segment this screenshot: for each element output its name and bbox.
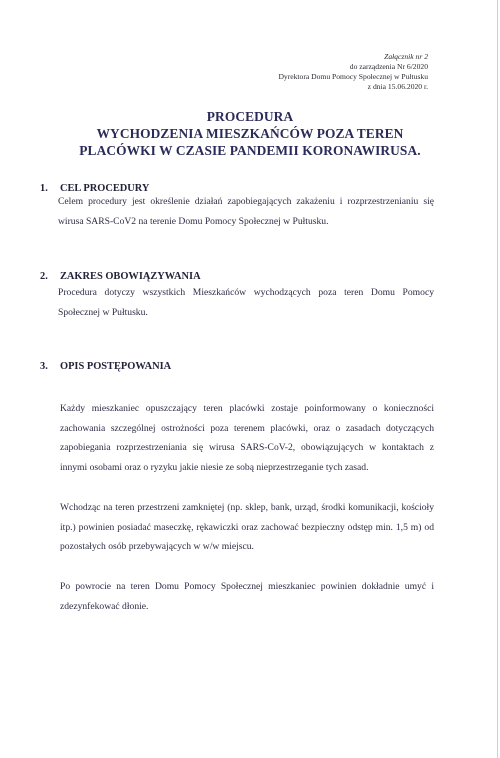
section-paragraph: Procedura dotyczy wszystkich Mieszkańców wychodzących poza teren Domu Pomocy Społecznej w Pułtusku. <box>58 287 434 318</box>
attachment-number: Załącznik nr 2 <box>384 52 428 61</box>
section-number: 3. <box>40 361 48 372</box>
document-title <box>40 108 460 159</box>
title-line-2: WYCHODZENIA MIESZKAŃCÓW POZA TEREN <box>96 126 404 141</box>
section-number: 2. <box>40 271 48 282</box>
director-line: Dyrektora Domu Pomocy Społecznej w Pułtusku <box>278 72 428 81</box>
section-paragraph: Wchodząc na teren przestrzeni zamkniętej (np. sklep, bank, urząd, środki komunikacji, kościoły itp.) powinien posiadać maseczkę, rękawiczki oraz zachować bezpieczny odstęp min. 1,5 m) od pozostałych osób przebywających w w/w miejscu. <box>60 502 434 552</box>
section-paragraph: Każdy mieszkaniec opuszczający teren placówki zostaje poinformowany o konieczności zachowania szczególnej ostrożności poza terenem placówki, oraz o zasadach dotyczących zapobiegania rozprzestrzeniania się wirusa SARS-CoV-2, obowiązujących w kontaktach z innymi osobami oraz o ryzyku jakie niesie ze sobą nieprzestrzeganie tych zasad. <box>60 403 434 473</box>
section-paragraph: Po powrocie na teren Domu Pomocy Społecznej mieszkaniec powinien dokładnie umyć i zdezynfekować dłonie. <box>60 581 434 612</box>
order-date: z dnia 15.06.2020 r. <box>367 82 428 91</box>
section-number: 1. <box>40 183 48 194</box>
attachment-reference <box>278 52 428 92</box>
section-title: OPIS POSTĘPOWANIA <box>60 361 172 372</box>
order-number: do zarządzenia Nr 6/2020 <box>349 62 428 71</box>
section-heading-scope <box>40 271 201 282</box>
title-line-1: PROCEDURA <box>206 109 294 124</box>
section-heading-procedure <box>40 361 171 372</box>
title-line-3: PLACÓWKI W CZASIE PANDEMII KORONAWIRUSA. <box>79 143 421 158</box>
section-title: ZAKRES OBOWIĄZYWANIA <box>60 271 201 282</box>
section-paragraph: Celem procedury jest określenie działań zapobiegających zakażeniu i rozprzestrzenianiu się wirusa SARS-CoV2 na terenie Domu Pomocy Społecznej w Pułtusku. <box>58 196 434 227</box>
section-title: CEL PROCEDURY <box>60 183 150 194</box>
